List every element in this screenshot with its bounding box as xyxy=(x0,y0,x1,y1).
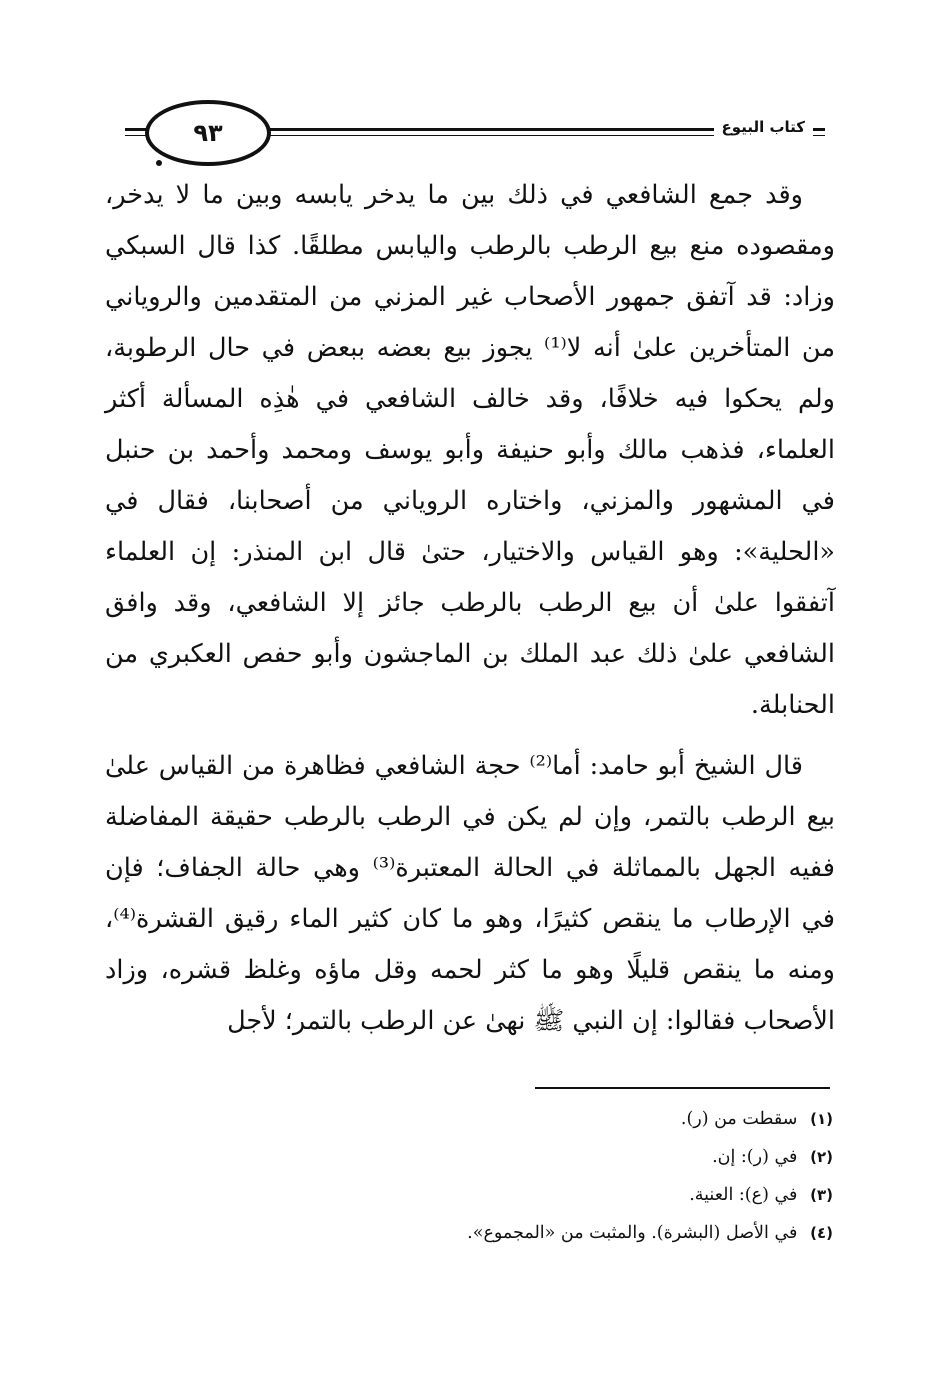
footnote-number: (١) xyxy=(810,1110,833,1128)
footnote-3 xyxy=(233,1176,833,1214)
page-header xyxy=(95,98,855,162)
footnote-separator xyxy=(535,1087,830,1089)
footnote-text: سقطت من (ر). xyxy=(680,1109,798,1129)
paragraph-2: قال الشيخ أبو حامد: أما⁽²⁾ حجة الشافعي فظاهرة من القياس علىٰ بيع الرطب بالتمر، وإن لم يكن في الرطب بالرطب حقيقة المفاضلة ففيه الجهل بالمماثلة في الحالة المعتبرة⁽³⁾ وهي حالة الجفاف؛ فإن في الإرطاب ما ينقص كثيرًا، وهو ما كان كثير الماء رقيق القشرة⁽⁴⁾، ومنه ما ينقص قليلًا وهو ما كثر لحمه وقل ماؤه وغلظ قشره، وزاد الأصحاب فقالوا: إن النبي ﷺ نهىٰ عن الرطب بالتمر؛ لأجل xyxy=(105,751,835,1036)
paragraph-1: وقد جمع الشافعي في ذلك بين ما يدخر يابسه وبين ما لا يدخر، ومقصوده منع بيع الرطب بالرطب واليابس مطلقًا. كذا قال السبكي وزاد: قد آتفق جمهور الأصحاب غير المزني من المتقدمين والروياني من المتأخرين علىٰ أنه لا⁽¹⁾ يجوز بيع بعضه ببعض في حال الرطوبة، ولم يحكوا فيه خلافًا، وقد خالف الشافعي في هٰذِه المسألة أكثر العلماء، فذهب مالك وأبو حنيفة وأبو يوسف ومحمد وأحمد بن حنبل في المشهور والمزني، واختاره الروياني من أصحابنا، فقال في «الحلية»: وهو القياس والاختيار، حتىٰ قال ابن المنذر: إن العلماء آتفقوا علىٰ أن بيع الرطب بالرطب جائز إلا الشافعي، وقد وافق الشافعي علىٰ ذلك عبد الملك بن الماجشون وأبو حفص العكبري من الحنابلة. xyxy=(105,180,836,720)
footnote-number: (٢) xyxy=(810,1148,833,1166)
footnote-text: في (ر): إن. xyxy=(712,1147,798,1167)
main-text xyxy=(105,170,835,1047)
footnote-2 xyxy=(233,1138,833,1176)
footnote-number: (٤) xyxy=(810,1224,833,1242)
footnote-1 xyxy=(233,1100,833,1138)
running-title: كتاب البيوع xyxy=(714,118,813,136)
footnotes xyxy=(233,1100,833,1252)
page-number-badge: ٩٣ xyxy=(145,100,271,166)
footnote-text: في (ع): العنية. xyxy=(689,1185,798,1205)
footnote-4 xyxy=(233,1214,833,1252)
footnote-number: (٣) xyxy=(810,1186,833,1204)
footnote-text: في الأصل (البشرة). والمثبت من «المجموع». xyxy=(467,1223,798,1243)
ornament-dot xyxy=(156,160,162,166)
